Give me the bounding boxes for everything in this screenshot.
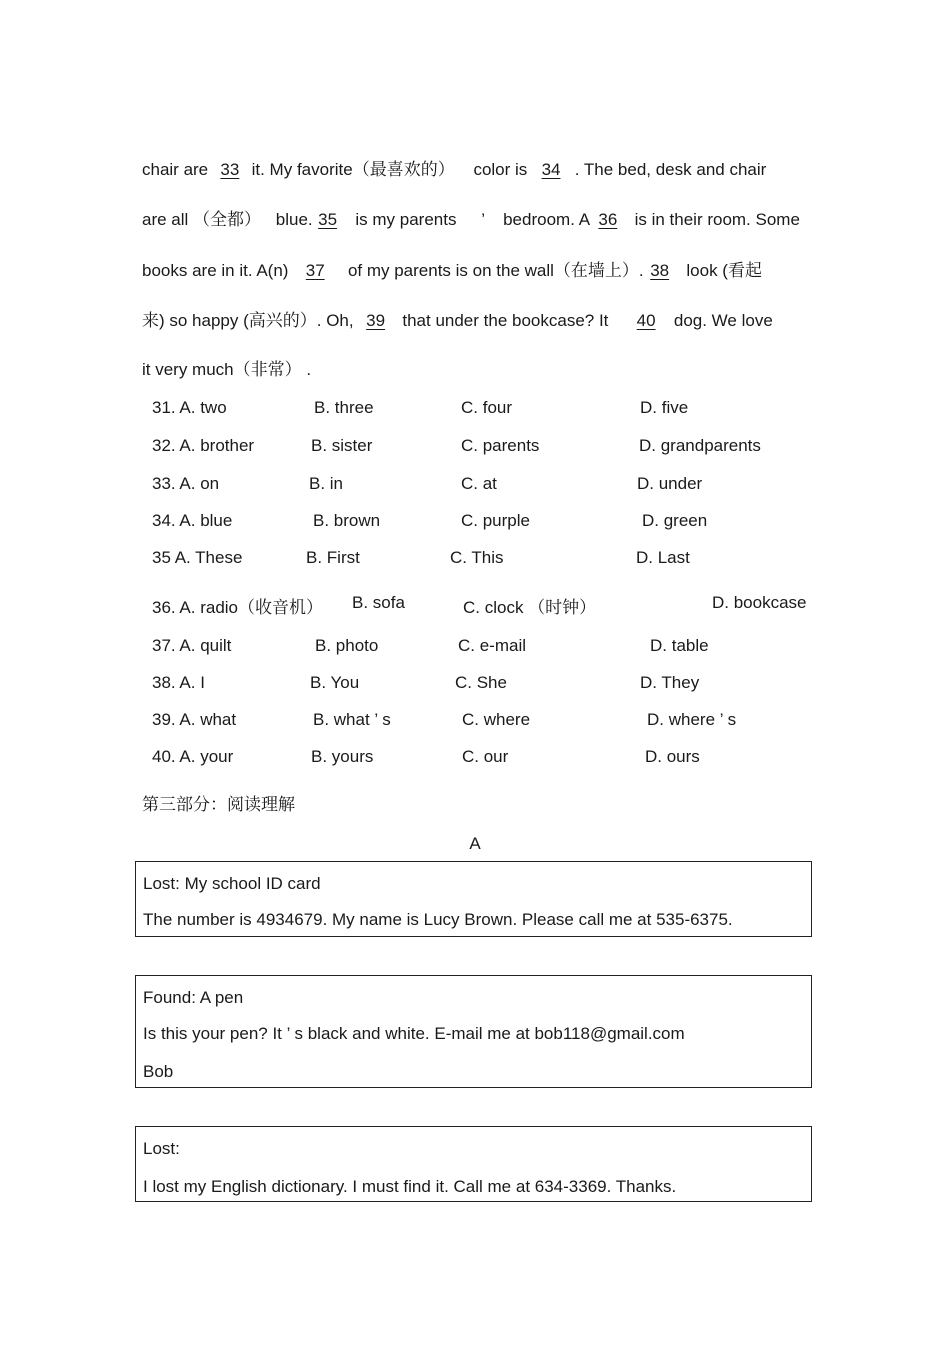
option-b[interactable]: B. First bbox=[306, 548, 360, 567]
blank-37: 37 bbox=[305, 261, 325, 280]
option-a[interactable]: 34. A. blue bbox=[152, 511, 233, 530]
option-a[interactable]: 35 A. These bbox=[152, 548, 243, 567]
option-a[interactable]: 31. A. two bbox=[152, 398, 227, 417]
passage-text: bedroom. A bbox=[503, 210, 590, 229]
blank-39: 39 bbox=[366, 311, 386, 330]
passage-line-1 bbox=[142, 155, 766, 180]
option-d[interactable]: D. five bbox=[640, 398, 689, 417]
option-c[interactable]: C. parents bbox=[461, 436, 540, 455]
option-b[interactable]: B. in bbox=[309, 474, 344, 493]
option-c[interactable]: C. at bbox=[461, 474, 497, 493]
option-d[interactable]: D. Last bbox=[636, 548, 690, 567]
option-c[interactable]: C. clock （时钟） bbox=[463, 598, 597, 617]
option-a[interactable]: 33. A. on bbox=[152, 474, 220, 493]
passage-text: it. My favorite（最喜欢的） bbox=[251, 160, 455, 179]
section-heading: 第三部分：阅读理解 bbox=[142, 795, 295, 814]
passage-line-5 bbox=[142, 355, 311, 380]
passage-text: blue. bbox=[275, 210, 313, 229]
notice-body: Is this your pen? It ’ s black and white. E-mail me at bob118@gmail.com bbox=[143, 1024, 685, 1043]
option-b[interactable]: B. three bbox=[314, 398, 374, 417]
notice-title: Lost: bbox=[143, 1139, 180, 1158]
passage-line-2 bbox=[142, 205, 800, 230]
notice-body: I lost my English dictionary. I must find it. Call me at 634-3369. Thanks. bbox=[143, 1177, 677, 1196]
notice-lost-dictionary bbox=[135, 1126, 812, 1202]
option-b[interactable]: B. You bbox=[310, 673, 360, 692]
passage-line-4 bbox=[142, 306, 773, 331]
option-d[interactable]: D. green bbox=[642, 511, 708, 530]
option-c[interactable]: C. e-mail bbox=[458, 636, 527, 655]
notice-title: Lost: My school ID card bbox=[143, 874, 321, 893]
option-d[interactable]: D. where ’ s bbox=[647, 710, 737, 729]
option-c[interactable]: C. four bbox=[461, 398, 513, 417]
passage-text: . The bed, desk and chair bbox=[574, 160, 767, 179]
option-a[interactable]: 37. A. quilt bbox=[152, 636, 232, 655]
option-b[interactable]: B. sofa bbox=[352, 593, 405, 612]
blank-38: 38 bbox=[650, 261, 670, 280]
option-d[interactable]: D. grandparents bbox=[639, 436, 761, 455]
option-a[interactable]: 36. A. radio（收音机） bbox=[152, 598, 324, 617]
option-d[interactable]: D. bookcase bbox=[712, 593, 807, 612]
passage-text: 来) so happy (高兴的）. Oh, bbox=[142, 311, 354, 330]
passage-letter: A bbox=[469, 834, 481, 853]
option-a[interactable]: 32. A. brother bbox=[152, 436, 255, 455]
passage-text: look (看起 bbox=[686, 261, 762, 280]
option-d[interactable]: D. under bbox=[637, 474, 703, 493]
blank-35: 35 bbox=[318, 210, 338, 229]
passage-text: is my parents bbox=[355, 210, 457, 229]
option-a[interactable]: 38. A. I bbox=[152, 673, 205, 692]
option-b[interactable]: B. brown bbox=[313, 511, 381, 530]
passage-text: chair are bbox=[142, 160, 209, 179]
passage-line-3 bbox=[142, 256, 762, 281]
notice-body: The number is 4934679. My name is Lucy Brown. Please call me at 535-6375. bbox=[143, 910, 733, 929]
option-c[interactable]: C. purple bbox=[461, 511, 530, 530]
option-b[interactable]: B. photo bbox=[315, 636, 379, 655]
notice-signature: Bob bbox=[143, 1062, 174, 1081]
option-d[interactable]: D. table bbox=[650, 636, 709, 655]
passage-text: books are in it. A(n) bbox=[142, 261, 289, 280]
option-c[interactable]: C. This bbox=[450, 548, 504, 567]
passage-text: it very much（非常） . bbox=[142, 360, 312, 379]
passage-text: color is bbox=[473, 160, 528, 179]
passage-text: are all （全都） bbox=[142, 210, 262, 229]
option-d[interactable]: D. They bbox=[640, 673, 700, 692]
notice-lost-id-card bbox=[135, 861, 812, 937]
blank-36: 36 bbox=[598, 210, 618, 229]
passage-text: dog. We love bbox=[673, 311, 773, 330]
blank-40: 40 bbox=[636, 311, 656, 330]
blank-34: 34 bbox=[541, 160, 561, 179]
option-d[interactable]: D. ours bbox=[645, 747, 700, 766]
option-b[interactable]: B. what ’ s bbox=[313, 710, 391, 729]
option-c[interactable]: C. She bbox=[455, 673, 507, 692]
apostrophe: ’ bbox=[481, 210, 485, 229]
option-b[interactable]: B. yours bbox=[311, 747, 374, 766]
passage-text: of my parents is on the wall（在墙上）. bbox=[347, 261, 644, 280]
notice-found-pen bbox=[135, 975, 812, 1088]
notice-title: Found: A pen bbox=[143, 988, 244, 1007]
option-a[interactable]: 40. A. your bbox=[152, 747, 234, 766]
blank-33: 33 bbox=[220, 160, 240, 179]
option-c[interactable]: C. where bbox=[462, 710, 531, 729]
passage-text: that under the bookcase? It bbox=[402, 311, 609, 330]
option-a[interactable]: 39. A. what bbox=[152, 710, 237, 729]
passage-text: is in their room. Some bbox=[634, 210, 800, 229]
option-b[interactable]: B. sister bbox=[311, 436, 373, 455]
option-c[interactable]: C. our bbox=[462, 747, 509, 766]
